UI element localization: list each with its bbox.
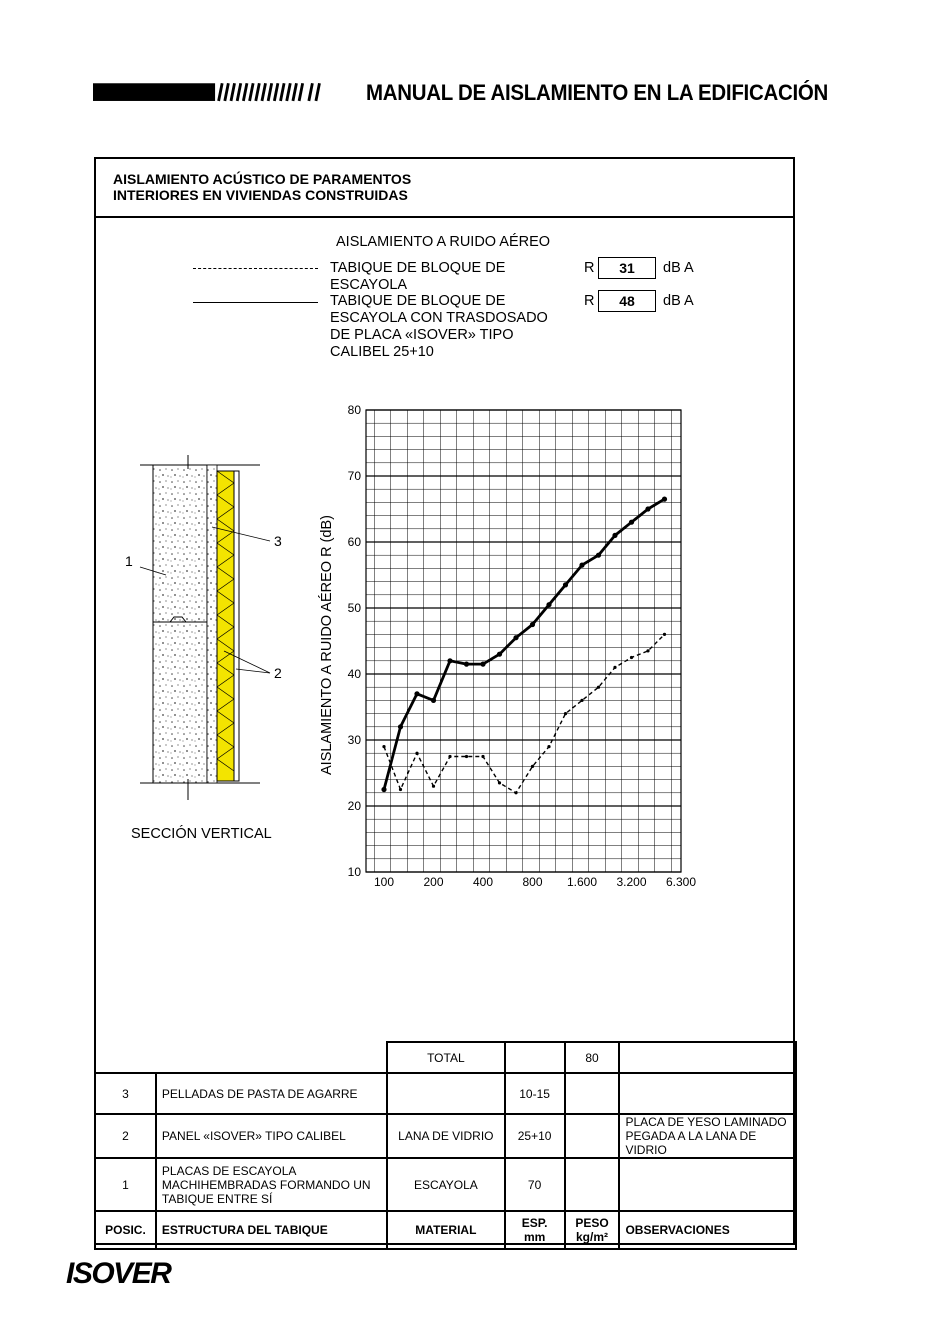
- chart-grid: [366, 410, 681, 872]
- data-point: [447, 658, 452, 663]
- y-tick-label: 60: [347, 535, 361, 549]
- table-row: [95, 1114, 796, 1158]
- data-point: [612, 533, 617, 538]
- chart-series: [381, 497, 667, 795]
- legend-solid-line-sample: [193, 302, 318, 303]
- y-tick-label: 50: [347, 601, 361, 615]
- legend-item-1-value: 31: [598, 257, 656, 279]
- data-point: [531, 765, 534, 768]
- total-peso: 80: [565, 1042, 620, 1073]
- row-esp: 10-15: [505, 1073, 565, 1114]
- data-point: [613, 666, 616, 669]
- data-point: [415, 752, 418, 755]
- callout-2: 2: [274, 665, 282, 681]
- data-point: [464, 662, 469, 667]
- section-title: [113, 171, 411, 203]
- table-row: [95, 1073, 796, 1114]
- data-point: [480, 662, 485, 667]
- section-title-line1: AISLAMIENTO ACÚSTICO DE PARAMENTOS: [113, 171, 412, 187]
- row-pos: 1: [95, 1158, 156, 1211]
- data-point: [579, 563, 584, 568]
- data-point: [465, 755, 468, 758]
- row-estructura: PANEL «ISOVER» TIPO CALIBEL: [156, 1114, 387, 1158]
- data-point: [498, 781, 501, 784]
- row-pos: 3: [95, 1073, 156, 1114]
- section-caption: SECCIÓN VERTICAL: [131, 826, 272, 842]
- y-tick-label: 30: [347, 733, 361, 747]
- x-tick-label: 100: [373, 875, 395, 889]
- row-pos: 2: [95, 1114, 156, 1158]
- data-point: [399, 788, 402, 791]
- legend-item-2-r-label: R: [584, 293, 595, 309]
- data-point: [564, 712, 567, 715]
- data-point: [497, 652, 502, 657]
- x-tick-label: 6.300: [665, 875, 697, 889]
- header-obs: OBSERVACIONES: [619, 1211, 796, 1249]
- total-esp: [505, 1042, 565, 1073]
- data-point: [414, 691, 419, 696]
- row-peso: [565, 1158, 620, 1211]
- document-title: MANUAL DE AISLAMIENTO EN LA EDIFICACIÓN: [366, 80, 828, 105]
- row-esp: 25+10: [505, 1114, 565, 1158]
- isover-logo: ISOVER: [66, 1257, 171, 1290]
- data-point: [629, 520, 634, 525]
- x-tick-label: 200: [423, 875, 444, 889]
- data-point: [530, 622, 535, 627]
- y-tick-label: 20: [347, 799, 361, 813]
- data-point: [431, 698, 436, 703]
- data-point: [580, 699, 583, 702]
- data-point: [547, 745, 550, 748]
- composition-table: [94, 1041, 797, 1250]
- y-tick-label: 70: [347, 469, 361, 483]
- total-label: TOTAL: [387, 1042, 505, 1073]
- callout-3: 3: [274, 533, 282, 549]
- y-tick-label: 10: [347, 865, 361, 879]
- legend-item-1-label: TABIQUE DE BLOQUE DE ESCAYOLA: [330, 260, 506, 293]
- data-point: [563, 582, 568, 587]
- data-point: [432, 785, 435, 788]
- row-obs: [619, 1073, 796, 1114]
- header-stripe-bar: [93, 83, 323, 103]
- series-line-1: [384, 499, 665, 789]
- x-tick-label: 800: [522, 875, 543, 889]
- sound-insulation-chart: [300, 395, 720, 895]
- data-point: [646, 649, 649, 652]
- x-axis-ticks: [374, 875, 696, 889]
- row-material: LANA DE VIDRIO: [387, 1114, 505, 1158]
- x-tick-label: 1.600: [566, 875, 598, 889]
- header-pos: POSIC.: [95, 1211, 156, 1249]
- row-material: ESCAYOLA: [387, 1158, 505, 1211]
- data-point: [596, 553, 601, 558]
- legend-item-1-unit: dB A: [663, 260, 694, 276]
- header-material: MATERIAL: [387, 1211, 505, 1249]
- data-point: [381, 787, 386, 792]
- header-peso: PESO kg/m²: [565, 1211, 620, 1249]
- table-row: [95, 1158, 796, 1211]
- legend-item-2-unit: dB A: [663, 293, 694, 309]
- legend-heading: AISLAMIENTO A RUIDO AÉREO: [336, 234, 551, 250]
- data-point: [398, 724, 403, 729]
- data-point: [662, 497, 667, 502]
- data-point: [546, 602, 551, 607]
- data-point: [448, 755, 451, 758]
- legend-item-2-label: TABIQUE DE BLOQUE DE ESCAYOLA CON TRASDOSADO DE PLACA «ISOVER» TIPO CALIBEL 25+10: [330, 293, 548, 360]
- plot-area: [366, 410, 681, 872]
- y-axis-ticks: [348, 403, 362, 879]
- x-tick-label: 400: [472, 875, 494, 889]
- y-tick-label: 80: [347, 403, 361, 417]
- y-axis-label: AISLAMIENTO A RUIDO AÉREO R (dB): [319, 515, 335, 775]
- data-point: [382, 745, 385, 748]
- row-peso: [565, 1114, 620, 1158]
- data-point: [513, 635, 518, 640]
- header-esp: ESP. mm: [505, 1211, 565, 1249]
- legend-item-2-value: 48: [598, 290, 656, 312]
- row-obs: [619, 1158, 796, 1211]
- section-title-line2: INTERIORES EN VIVIENDAS CONSTRUIDAS: [113, 187, 408, 203]
- row-estructura: PLACAS DE ESCAYOLA MACHIHEMBRADAS FORMANDO UN TABIQUE ENTRE SÍ: [156, 1158, 387, 1211]
- row-obs: PLACA DE YESO LAMINADO PEGADA A LA LANA DE VIDRIO: [619, 1114, 796, 1158]
- data-point: [663, 633, 666, 636]
- wall-section-diagram: [110, 455, 310, 800]
- callout-1: 1: [125, 553, 133, 569]
- data-point: [645, 506, 650, 511]
- legend-dashed-line-sample: [193, 268, 318, 269]
- title-divider: [94, 216, 795, 218]
- table-total-row: [95, 1042, 796, 1073]
- row-material: [387, 1073, 505, 1114]
- data-point: [514, 791, 517, 794]
- row-peso: [565, 1073, 620, 1114]
- x-tick-label: 3.200: [616, 875, 647, 889]
- row-esp: 70: [505, 1158, 565, 1211]
- data-point: [630, 656, 633, 659]
- data-point: [597, 686, 600, 689]
- row-estructura: PELLADAS DE PASTA DE AGARRE: [156, 1073, 387, 1114]
- legend-item-1-r-label: R: [584, 260, 595, 276]
- header-estructura: ESTRUCTURA DEL TABIQUE: [156, 1211, 387, 1249]
- y-tick-label: 40: [347, 667, 361, 681]
- data-point: [481, 755, 484, 758]
- table-header-row: [95, 1211, 796, 1249]
